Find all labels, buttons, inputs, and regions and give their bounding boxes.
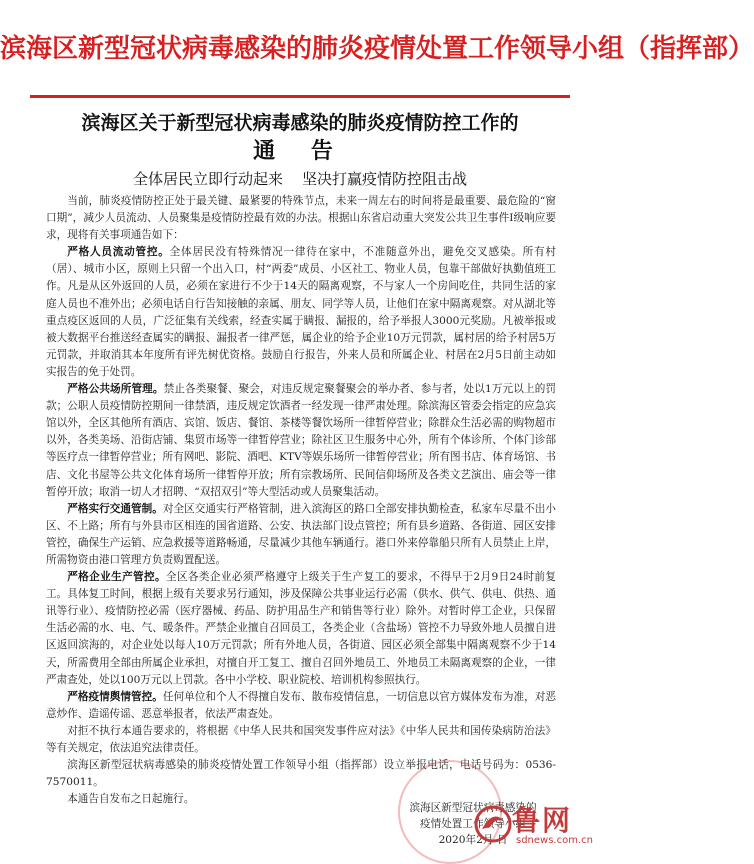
notice-title-line2: 通 告 xyxy=(253,138,347,164)
header-red-rule xyxy=(30,95,570,98)
paragraph-intro xyxy=(46,193,556,244)
signature-line1: 滨海区新型冠状病毒感染的 xyxy=(409,802,537,814)
paragraph-heading: 严格企业生产管控。 xyxy=(67,571,166,584)
notice-slogan: 全体居民立即行动起来 坚决打赢疫情防控阻击战 xyxy=(132,170,468,188)
paragraph-text: 任何单位和个人不得擅自发布、散布疫情信息，一切信息以官方媒体发布为准，对恶意炒作、造谣传谣、恶意举报者，依法严肃查处。 xyxy=(46,690,557,720)
paragraph-heading: 严格公共场所管理。 xyxy=(67,383,164,396)
paragraph-text: 禁止各类聚餐、聚会，对违反规定聚餐聚会的举办者、参与者，处以1万元以上的罚款；公职人员疫情防控期间一律禁酒，违反规定饮酒者一经发现一律严肃处理。除滨海区管委会指定的应急宾馆以外，全区其他所有酒店、宾馆、饭店、餐馆、茶楼等餐饮场所一律暂停营业；除群众生活必需的购物超市以外，各类美场、沿街店铺、集贸市场等一律暂停营业；除社区卫生服务中心外，所有个体诊所、个体门诊部等医疗点一律暂停营业；所有网吧、影院、酒吧、KTV等娱乐场所一律暂停营业；所有图书店、体育场馆、书店、文化书屋等公共文化体育场所一律暂停开放；所有宗教场所、民间信仰场所及各类文艺演出、庙会等一律暂停开放；取消一切人才招聘、“双招双引”等大型活动或人员聚集活动。 xyxy=(46,383,556,498)
paragraph-text: 对全区交通实行严格管制，进入滨海区的路口全部安排执勤检查，私家车尽量不出小区、不上路；所有与外县市区相连的国省道路、公安、执法部门设点管控；所有县乡道路、各街道、园区安排管控，确保生产运销、应急救援等道路畅通，尽量减少其他车辆通行。港口外来停靠船只所有人员禁止上岸，所需物资由港口管理方负责购置配送。 xyxy=(46,502,557,566)
paragraph-heading: 严格人员流动管控。 xyxy=(67,246,170,259)
watermark-url: sdnews.com.cn xyxy=(516,835,593,846)
paragraph-legal-liability xyxy=(46,723,556,757)
paragraph-personnel-control xyxy=(46,244,556,381)
paragraph-heading: 严格疫情舆情管控。 xyxy=(67,690,163,703)
paragraph-text: 当前，肺炎疫情防控正处于最关键、最紧要的特殊节点，未来一周左右的时间将是最重要、最危险的“窗口期”，减少人员流动、人员聚集是疫情防控最有效的办法。根据山东省启动重大突发公共卫生事件Ⅰ级响应要求，现将有关事项通告如下： xyxy=(46,195,556,242)
signature-date: 2020年2月 日 xyxy=(438,834,508,846)
paragraph-text: 滨海区新型冠状病毒感染的肺炎疫情处置工作领导小组（指挥部）设立举报电话，电话号码为：0536-7570011。 xyxy=(46,759,556,789)
paragraph-enterprise-control xyxy=(46,569,556,689)
paragraph-text: 对拒不执行本通告要求的，将根据《中华人民共和国突发事件应对法》《中华人民共和国传染病防治法》等有关规定，依法追究法律责任。 xyxy=(46,724,556,754)
paragraph-public-opinion xyxy=(46,689,556,723)
notice-title-line1: 滨海区关于新型冠状病毒感染的肺炎疫情防控工作的 xyxy=(81,112,519,134)
lu-wang-watermark xyxy=(472,799,592,849)
watermark-brand: 鲁网 xyxy=(512,804,573,837)
paragraph-traffic-control xyxy=(46,501,556,569)
paragraph-text: 全体居民没有特殊情况一律待在家中，不准随意外出，避免交叉感染。所有村（居）、城市小区，原则上只留一个出入口，村“两委”成员、小区社工、物业人员，包靠干部做好执勤值班工作。凡是从区外返回的人员，必须在家进行不少于14天的隔离观察，不与家人一个房间吃住，共同生活的家庭人员也不准外出；必须电话自行告知接触的亲属、朋友、同学等人员，让他们在家中隔离观察。对从湖北等重点疫区返回的人员，广泛征集有关线索，经查实属于瞒报、漏报的，给予举报人3000元奖励。凡被举报或被大数据平台推送经查属实的瞒报、漏报者一律严惩，属企业的给予企业10万元罚款，属村居的给予村居5万元罚款，并取消其本年度所有评先树优资格。鼓励自行报告，外来人员和所属企业、村居在2月5日前主动如实报告的免于处罚。 xyxy=(46,246,557,378)
paragraph-public-places xyxy=(46,381,556,501)
notice-body xyxy=(46,193,556,808)
paragraph-text: 全区各类企业必须严格遵守上级关于生产复工的要求，不得早于2月9日24时前复工。具体复工时间，根据上级有关要求另行通知，涉及保障公共事业运行必需（供水、供气、供电、供热、通讯等行业）、疫情防控必需（医疗器械、药品、防护用品生产和销售等行业）除外。对暂时停工企业，只保留生活必需的水、电、气、暖条件。严禁企业擅自召回员工，各类企业（含盐场）管控不力导致外地人员擅自进区返回滨海的，对企业处以每人10万元罚款；所有外地人员，各街道、园区必须全部集中隔离观察不少于14天，所需费用全部由所属企业承担，对擅自开工复工、擅自召回外地员工、外地员工未隔离观察的企业，一律严肃查处，处以100万元以上罚款。各中小学校、职业院校、培训机构参照执行。 xyxy=(46,571,556,686)
lu-wang-logo-icon xyxy=(472,803,514,845)
signature-line2: 疫情处置工作领导小组 xyxy=(420,818,526,830)
paragraph-text: 本通告自发布之日起施行。 xyxy=(67,793,195,806)
org-header-title: 滨海区新型冠状病毒感染的肺炎疫情处置工作领导小组（指挥部） xyxy=(0,34,754,64)
paragraph-heading: 严格实行交通管制。 xyxy=(67,502,163,515)
